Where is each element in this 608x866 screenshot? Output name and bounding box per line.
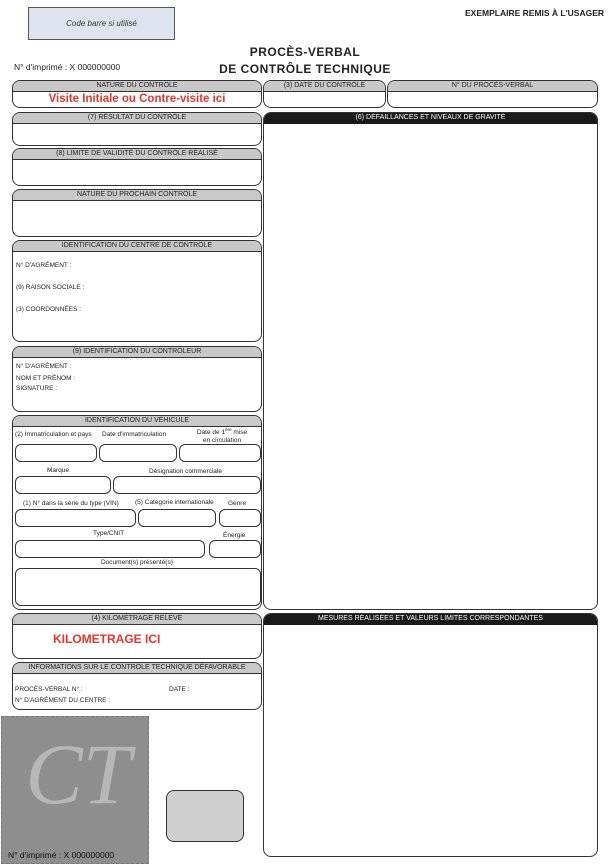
nature-controle-header: NATURE DU CONTRÔLE <box>13 81 261 92</box>
date-mise-circulation-field[interactable] <box>179 444 261 462</box>
categorie-label: (5) Catégorie internationale <box>135 499 214 506</box>
vin-label: (1) N° dans la série du type (VIN) <box>23 500 119 507</box>
kilometrage-value: KILOMETRAGE ICI <box>53 632 161 646</box>
defavorable-date-label: DATE : <box>169 686 190 693</box>
validite-box <box>12 148 262 186</box>
date-mise-circulation-label <box>181 426 262 445</box>
marque-label: Marque <box>47 467 70 474</box>
date-mise-part-c: en circulation <box>202 437 242 445</box>
designation-field[interactable] <box>113 476 261 494</box>
title-line-1: PROCÈS-VERBAL <box>249 45 361 59</box>
prochain-box <box>12 189 262 237</box>
immatriculation-field[interactable] <box>15 444 97 462</box>
date-controle-box <box>263 80 386 108</box>
mesures-header: MESURES RÉALISÉES ET VALEURS LIMITES CORRESPONDANTES <box>264 614 597 625</box>
centre-header: IDENTIFICATION DU CENTRE DE CONTRÔLE <box>13 241 261 252</box>
date-immat-field[interactable] <box>99 444 177 462</box>
documents-label: Document(s) présenté(s) <box>101 559 173 566</box>
stamp-box <box>166 790 244 842</box>
designation-label: Désignation commerciale <box>149 468 222 475</box>
controleur-header: (9) IDENTIFICATION DU CONTRÔLEUR <box>13 347 261 358</box>
energie-field[interactable] <box>209 540 261 558</box>
vin-field[interactable] <box>15 509 136 527</box>
date-mise-part-b: mise <box>231 429 248 437</box>
validite-header: (8) LIMITE DE VALIDITÉ DU CONTRÔLE RÉALISÉ <box>13 149 261 160</box>
kilometrage-box <box>12 613 262 659</box>
defaillances-header: (6) DÉFAILLANCES ET NIVEAUX DE GRAVITÉ <box>264 113 597 124</box>
type-cnit-label: Type/CNIT <box>93 530 125 537</box>
title-line-2: DE CONTRÔLE TECHNIQUE <box>219 62 391 76</box>
num-pv-box <box>387 80 598 108</box>
defaillances-box <box>263 112 598 610</box>
ct-logo-text: CT <box>25 726 131 822</box>
energie-label: Énergie <box>223 532 246 539</box>
date-mise-part-a: Date de 1 <box>196 429 226 437</box>
controleur-agrement-label: N° D'AGRÉMENT : <box>16 363 72 370</box>
marque-field[interactable] <box>15 476 111 494</box>
nature-controle-value: Visite Initiale ou Contre-visite ici <box>48 93 226 105</box>
bottom-print-number: N° d'imprimé : X 000000000 <box>8 850 115 860</box>
genre-label: Genre <box>228 500 247 507</box>
immatriculation-label: (2) Immatriculation et pays <box>15 431 92 438</box>
resultat-box <box>12 112 262 146</box>
centre-coordonnees-label: (3) COORDONNÉES : <box>16 306 82 313</box>
date-immat-label: Date d'immatriculation <box>102 431 167 438</box>
date-mise-sup: ère <box>225 427 232 432</box>
resultat-header: (7) RÉSULTAT DU CONTRÔLE <box>13 113 261 124</box>
controleur-signature-label: SIGNATURE : <box>16 385 58 392</box>
defavorable-agrement-label: N° D'AGRÉMENT DU CENTRE : <box>15 697 111 704</box>
vehicule-header: IDENTIFICATION DU VÉHICULE <box>13 416 261 427</box>
date-controle-header: (3) DATE DU CONTRÔLE <box>264 81 385 92</box>
vehicule-box <box>12 415 262 610</box>
mesures-box <box>263 613 598 857</box>
defavorable-header: INFORMATIONS SUR LE CONTRÔLE TECHNIQUE DÉFAVORABLE <box>13 663 261 674</box>
kilometrage-header: (4) KILOMÉTRAGE RELEVÉ <box>13 614 261 625</box>
copy-label: EXEMPLAIRE REMIS À L'USAGER <box>465 8 604 18</box>
controleur-nom-label: NOM ET PRÉNOM : <box>16 375 76 382</box>
type-cnit-field[interactable] <box>15 540 205 558</box>
num-pv-header: N° DU PROCÈS-VERBAL <box>388 81 597 92</box>
ct-logo-block <box>1 716 149 864</box>
print-number: N° d'imprimé : X 000000000 <box>14 62 121 72</box>
documents-field[interactable] <box>15 568 261 606</box>
prochain-header: NATURE DU PROCHAIN CONTRÔLE <box>13 190 261 201</box>
defavorable-box <box>12 662 262 710</box>
controleur-box <box>12 346 262 412</box>
centre-box <box>12 240 262 342</box>
nature-controle-box <box>12 80 262 108</box>
centre-agrement-label: N° D'AGRÉMENT : <box>16 262 72 269</box>
centre-raison-label: (9) RAISON SOCIALE : <box>16 284 85 291</box>
categorie-field[interactable] <box>138 509 216 527</box>
defavorable-pv-label: PROCÈS-VERBAL N° : <box>15 686 83 693</box>
genre-field[interactable] <box>219 509 261 527</box>
barcode-label: Code barre si utilisé <box>66 19 137 28</box>
